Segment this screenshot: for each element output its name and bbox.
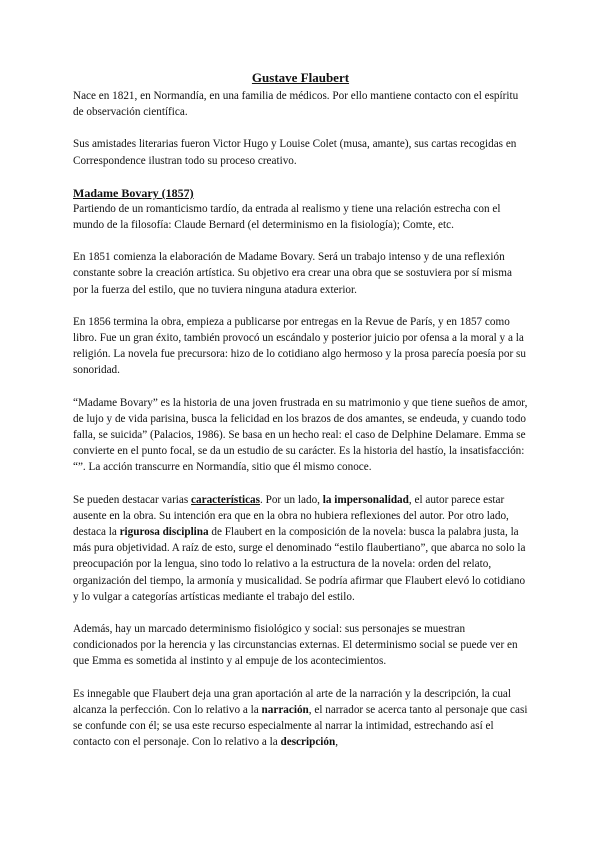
text-run: , [335,736,339,749]
paragraph-friendships: Sus amistades literarias fueron Victor Hugo y Louise Colet (musa, amante), sus cartas recogidas en Correspondence ilustran todo su proceso creativo. [73,138,517,167]
paragraph-characteristics [73,492,528,605]
paragraph-1856: En 1856 termina la obra, empieza a publicarse por entregas en la Revue de París, y en 1857 como libro. Fue un gran éxito, también provocó un escándalo y posterior juicio por ofensa a la moral y a la religión. La novela fue precursora: hizo de lo cotidiano algo hermoso y la prosa parecía poesía por su sonoridad. [73,315,526,377]
text-run: de Flaubert en la composición de la novela: busca la palabra justa, la más pura objetividad. A raíz de esto, surge el denominado “estilo flaubertiano”, que abarca no solo la preocupación por la lengua, sino todo lo relativo a la estructura de la novela: orden del relato, organización del tiempo, la armonía y musicalidad. Se podría afirmar que Flaubert elevó lo cotidiano y lo vulgar a categorías artísticas mediante el trabajo del estilo. [73,526,526,603]
bold-term-narration: narración [261,703,309,716]
bold-term-characteristics: características [191,493,260,506]
bold-term-description: descripción [280,736,336,749]
document-body [73,70,528,751]
text-run: . Por un lado, [260,493,323,506]
bold-term-impersonality: la impersonalidad [322,493,409,506]
paragraph-plot: “Madame Bovary” es la historia de una joven frustrada en su matrimonio y que tiene sueños de amor, de lujo y de vida parisina, busca la felicidad en los brazos de dos amantes, se endeuda, y cuando todo falla, se suicida” (Palacios, 1986). Se basa en un hecho real: el caso de Delphine Delamare. Emma se convierte en el punto focal, se da un estudio de su carácter. Es la historia del hastío, la insatisfacción: “”. La acción transcurre en Normandía, sitio que él mismo conoce. [73,396,528,474]
text-run: , el autor parece estar ausente en la obra. Su intención era que en la obra no hubiera reflexiones del autor. Por otro lado, destaca la [73,493,509,539]
paragraph-romanticism: Partiendo de un romanticismo tardío, da entrada al realismo y tiene una relación estrecha con el mundo de la filosofía: Claude Bernard (el determinismo en la fisiología); Comte, etc. [73,202,501,232]
paragraph-1851: En 1851 comienza la elaboración de Madame Bovary. Será un trabajo intenso y de una reflexión constante sobre la creación artística. Su objetivo era crear una obra que se sostuviera por sí misma por la fuerza del estilo, que no tuviera ninguna atadura exterior. [73,251,512,296]
paragraph-narration [73,686,528,751]
paragraph-determinism: Además, hay un marcado determinismo fisiológico y social: sus personajes se muestran condicionados por la herencia y las circunstancias externas. El determinismo social se puede ver en que Emma es sometida al instinto y al empuje de los acontecimientos. [73,623,518,668]
document-title: Gustave Flaubert [251,70,350,85]
section-heading: Madame Bovary (1857) [73,185,194,200]
text-run: , el narrador se acerca tanto al personaje que casi se confunde con él; se usa este recurso especialmente al narrar la intimidad, estrechando así el contacto con el personaje. Con lo relativo a la [73,703,528,749]
text-run: Se pueden destacar varias [73,493,192,506]
paragraph-birth: Nace en 1821, en Normandía, en una familia de médicos. Por ello mantiene contacto con el espíritu de observación científica. [73,90,519,119]
bold-term-discipline: rigurosa disciplina [119,526,209,539]
text-run: Es innegable que Flaubert deja una gran aportación al arte de la narración y la descripción, la cual alcanza la perfección. Con lo relativo a la [73,687,511,716]
